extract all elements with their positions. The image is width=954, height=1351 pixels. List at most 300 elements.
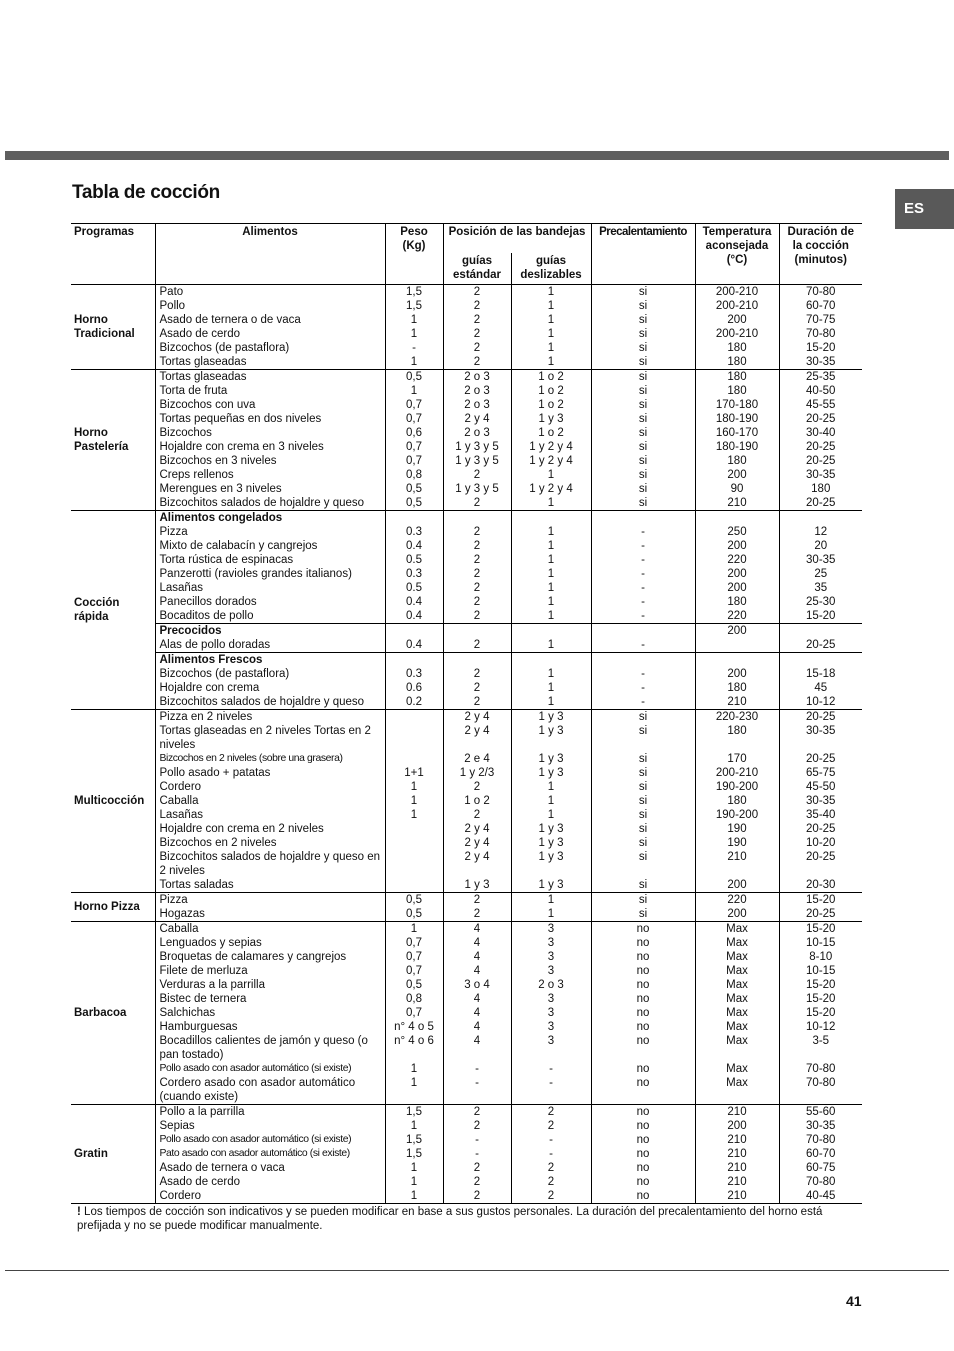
weight: [385, 710, 443, 725]
food-name: Pizza en 2 niveles: [155, 710, 385, 725]
table-row: [71, 1175, 862, 1189]
guide-sliding: 1: [511, 553, 591, 567]
preheat: no: [591, 1076, 695, 1105]
guide-standard: 2 y 4: [443, 710, 511, 725]
food-name: Bizcochos (de pastaflora): [155, 341, 385, 355]
guide-sliding: 3: [511, 950, 591, 964]
temperature: 180: [695, 454, 779, 468]
temperature: 200: [695, 624, 779, 639]
food-name: Bizcochos: [155, 426, 385, 440]
weight: 0.5: [385, 553, 443, 567]
preheat: si: [591, 285, 695, 300]
duration: 20-25: [779, 638, 862, 653]
guide-standard: 2: [443, 1161, 511, 1175]
weight: 0.4: [385, 595, 443, 609]
weight: 0,7: [385, 936, 443, 950]
table-row: [71, 724, 862, 752]
weight: -: [385, 341, 443, 355]
temperature: 190: [695, 822, 779, 836]
preheat: no: [591, 964, 695, 978]
footnote-text: Los tiempos de cocción son indicativos y se pueden modificar en base a sus gustos personales. La duración del precalentamiento del horno está prefijada y no se puede modificar manualmente.: [77, 1206, 823, 1232]
header-peso: Peso (Kg): [385, 224, 443, 285]
duration: 25-35: [779, 370, 862, 385]
temperature: 200: [695, 878, 779, 893]
temperature: 170: [695, 752, 779, 766]
preheat: si: [591, 710, 695, 725]
food-name: Asado de cerdo: [155, 1175, 385, 1189]
food-name: Bizcochos (de pastaflora): [155, 667, 385, 681]
weight: 1,5: [385, 285, 443, 300]
weight: 0,7: [385, 950, 443, 964]
temperature: 180: [695, 595, 779, 609]
temperature: 220: [695, 553, 779, 567]
duration: 60-70: [779, 299, 862, 313]
temperature: Max: [695, 992, 779, 1006]
table-row: [71, 482, 862, 496]
preheat: si: [591, 482, 695, 496]
duration: 20-25: [779, 496, 862, 511]
table-row: [71, 950, 862, 964]
guide-sliding: 3: [511, 922, 591, 937]
preheat: si: [591, 794, 695, 808]
food-name: Torta de fruta: [155, 384, 385, 398]
guide-standard: [443, 624, 511, 639]
duration: 45-50: [779, 780, 862, 794]
guide-sliding: 1: [511, 681, 591, 695]
guide-sliding: 1: [511, 609, 591, 624]
header-guias-deslizables: guías deslizables: [511, 253, 591, 285]
food-name: Pato asado con asador automático (si existe): [155, 1147, 385, 1161]
duration: 20-25: [779, 752, 862, 766]
preheat: si: [591, 313, 695, 327]
preheat: -: [591, 525, 695, 539]
weight: 1: [385, 794, 443, 808]
guide-sliding: -: [511, 1076, 591, 1105]
temperature: 180: [695, 384, 779, 398]
weight: 0,5: [385, 907, 443, 922]
guide-standard: 2: [443, 553, 511, 567]
weight: 1,5: [385, 1147, 443, 1161]
guide-sliding: 1: [511, 581, 591, 595]
duration: 15-20: [779, 609, 862, 624]
food-name: Lasañas: [155, 581, 385, 595]
guide-standard: 2 e 4: [443, 752, 511, 766]
footnote: [77, 1205, 837, 1233]
duration: 30-35: [779, 553, 862, 567]
weight: 1: [385, 313, 443, 327]
guide-standard: 2: [443, 299, 511, 313]
temperature: Max: [695, 936, 779, 950]
food-name: Sepias: [155, 1119, 385, 1133]
food-name: Pollo asado + patatas: [155, 766, 385, 780]
preheat: -: [591, 695, 695, 710]
temperature: 180: [695, 355, 779, 370]
preheat: si: [591, 384, 695, 398]
temperature: 180: [695, 370, 779, 385]
duration: 60-75: [779, 1161, 862, 1175]
duration: 180: [779, 482, 862, 496]
preheat: si: [591, 355, 695, 370]
guide-sliding: 3: [511, 1020, 591, 1034]
preheat: -: [591, 553, 695, 567]
guide-standard: -: [443, 1062, 511, 1076]
weight: [385, 752, 443, 766]
temperature: 210: [695, 1189, 779, 1204]
guide-standard: 2 o 3: [443, 426, 511, 440]
preheat: [591, 653, 695, 668]
preheat: no: [591, 1161, 695, 1175]
temperature: 210: [695, 850, 779, 878]
table-row: [71, 978, 862, 992]
duration: 10-20: [779, 836, 862, 850]
food-name: Pizza: [155, 893, 385, 908]
guide-standard: 2: [443, 468, 511, 482]
duration: 15-20: [779, 992, 862, 1006]
table-row: [71, 766, 862, 780]
table-row: [71, 992, 862, 1006]
duration: 10-12: [779, 1020, 862, 1034]
food-name: Bizcochos en 3 niveles: [155, 454, 385, 468]
program-group: [71, 285, 862, 370]
temperature: 170-180: [695, 398, 779, 412]
temperature: 200: [695, 567, 779, 581]
weight: [385, 624, 443, 639]
food-name: Bizcochitos salados de hojaldre y queso en 2 niveles: [155, 850, 385, 878]
guide-sliding: 1: [511, 780, 591, 794]
table-header: [71, 224, 862, 285]
guide-standard: 2 y 4: [443, 822, 511, 836]
temperature: 90: [695, 482, 779, 496]
temperature: 200-210: [695, 299, 779, 313]
temperature: 180: [695, 794, 779, 808]
food-name: Verduras a la parrilla: [155, 978, 385, 992]
food-name: Cordero asado con asador automático (cuando existe): [155, 1076, 385, 1105]
preheat: si: [591, 454, 695, 468]
guide-sliding: 1 o 2: [511, 426, 591, 440]
table-row: [71, 285, 862, 300]
guide-sliding: -: [511, 1133, 591, 1147]
cooking-table: [71, 223, 862, 1204]
food-name: Salchichas: [155, 1006, 385, 1020]
preheat: si: [591, 766, 695, 780]
temperature: 210: [695, 1105, 779, 1120]
header-guias-estandar: guías estándar: [443, 253, 511, 285]
duration: 20-25: [779, 907, 862, 922]
duration: 20-25: [779, 440, 862, 454]
temperature: 200: [695, 468, 779, 482]
preheat: si: [591, 341, 695, 355]
weight: [385, 511, 443, 526]
food-name: Bizcochos con uva: [155, 398, 385, 412]
preheat: no: [591, 992, 695, 1006]
weight: 0,7: [385, 440, 443, 454]
header-alimentos: Alimentos: [155, 224, 385, 285]
duration: [779, 653, 862, 668]
food-name: Asado de ternera o vaca: [155, 1161, 385, 1175]
temperature: 210: [695, 1147, 779, 1161]
duration: 12: [779, 525, 862, 539]
preheat: -: [591, 681, 695, 695]
guide-sliding: 1: [511, 313, 591, 327]
food-name: Pollo asado con asador automático (si existe): [155, 1062, 385, 1076]
weight: 0.4: [385, 539, 443, 553]
guide-standard: 2: [443, 539, 511, 553]
guide-sliding: 1: [511, 525, 591, 539]
weight: 0,8: [385, 992, 443, 1006]
temperature: 200: [695, 313, 779, 327]
table-row: [71, 525, 862, 539]
guide-standard: 2: [443, 681, 511, 695]
food-name: Hojaldre con crema en 2 niveles: [155, 822, 385, 836]
preheat: -: [591, 539, 695, 553]
temperature: Max: [695, 964, 779, 978]
table-row: [71, 878, 862, 893]
table-row: [71, 609, 862, 624]
guide-standard: 4: [443, 950, 511, 964]
table-row: [71, 412, 862, 426]
table-row: [71, 539, 862, 553]
food-name: Pollo a la parrilla: [155, 1105, 385, 1120]
guide-sliding: 1 y 3: [511, 724, 591, 752]
weight: 0,6: [385, 426, 443, 440]
program-name: Horno Tradicional: [74, 314, 135, 340]
temperature: 190-200: [695, 780, 779, 794]
guide-standard: 2: [443, 355, 511, 370]
temperature: 220: [695, 893, 779, 908]
table-row: [71, 907, 862, 922]
temperature: 200: [695, 539, 779, 553]
food-name: Hogazas: [155, 907, 385, 922]
table-row: [71, 553, 862, 567]
food-name: Caballa: [155, 922, 385, 937]
duration: 20-25: [779, 822, 862, 836]
guide-sliding: 1 y 3: [511, 878, 591, 893]
weight: 1,5: [385, 1105, 443, 1120]
table-row: [71, 1006, 862, 1020]
duration: 65-75: [779, 766, 862, 780]
weight: 0.6: [385, 681, 443, 695]
language-tab: ES: [895, 189, 954, 229]
guide-standard: 2: [443, 341, 511, 355]
weight: 0.4: [385, 609, 443, 624]
guide-standard: 2: [443, 638, 511, 653]
guide-sliding: 1: [511, 567, 591, 581]
guide-sliding: 2: [511, 1105, 591, 1120]
table-row: [71, 1161, 862, 1175]
temperature: 200: [695, 907, 779, 922]
guide-standard: 2: [443, 1175, 511, 1189]
table-row: [71, 496, 862, 511]
guide-sliding: 1: [511, 468, 591, 482]
weight: 0,7: [385, 398, 443, 412]
guide-sliding: [511, 624, 591, 639]
food-name: Panecillos dorados: [155, 595, 385, 609]
temperature: 210: [695, 1175, 779, 1189]
guide-standard: [443, 653, 511, 668]
duration: 30-40: [779, 426, 862, 440]
header-programas: Programas: [74, 226, 135, 238]
guide-sliding: 2 o 3: [511, 978, 591, 992]
preheat: si: [591, 893, 695, 908]
food-name: Lasañas: [155, 808, 385, 822]
weight: 1: [385, 1062, 443, 1076]
duration: 20-25: [779, 850, 862, 878]
table-row: [71, 794, 862, 808]
footnote-mark: !: [77, 1206, 81, 1218]
food-name: Asado de ternera o de vaca: [155, 313, 385, 327]
weight: 0,8: [385, 468, 443, 482]
guide-sliding: 1: [511, 355, 591, 370]
weight: 0,7: [385, 454, 443, 468]
duration: 15-18: [779, 667, 862, 681]
preheat: no: [591, 1175, 695, 1189]
duration: 15-20: [779, 1006, 862, 1020]
preheat: no: [591, 1189, 695, 1204]
food-name: Filete de merluza: [155, 964, 385, 978]
duration: 45: [779, 681, 862, 695]
temperature: 200-210: [695, 285, 779, 300]
duration: [779, 511, 862, 526]
weight: 0,5: [385, 893, 443, 908]
weight: 1: [385, 384, 443, 398]
table-row: [71, 964, 862, 978]
weight: 0,7: [385, 1006, 443, 1020]
guide-sliding: 1 y 3: [511, 412, 591, 426]
guide-sliding: 1: [511, 595, 591, 609]
guide-standard: 2: [443, 525, 511, 539]
temperature: 210: [695, 695, 779, 710]
table-row: [71, 581, 862, 595]
preheat: si: [591, 370, 695, 385]
program-name: Multicocción: [74, 795, 145, 807]
guide-standard: 2 o 3: [443, 398, 511, 412]
duration: 30-35: [779, 794, 862, 808]
preheat: [591, 624, 695, 639]
table-row: [71, 1189, 862, 1204]
food-name: Alas de pollo doradas: [155, 638, 385, 653]
guide-sliding: 1: [511, 667, 591, 681]
weight: 1+1: [385, 766, 443, 780]
temperature: Max: [695, 1062, 779, 1076]
guide-sliding: 1 y 3: [511, 822, 591, 836]
guide-sliding: 1: [511, 299, 591, 313]
guide-sliding: 2: [511, 1175, 591, 1189]
food-name: Merengues en 3 niveles: [155, 482, 385, 496]
food-name: Tortas saladas: [155, 878, 385, 893]
food-name: Bistec de ternera: [155, 992, 385, 1006]
table-row: [71, 653, 862, 668]
guide-sliding: 1 o 2: [511, 384, 591, 398]
table-row: [71, 936, 862, 950]
weight: [385, 850, 443, 878]
food-name: Panzerotti (ravioles grandes italianos): [155, 567, 385, 581]
weight: 1: [385, 1076, 443, 1105]
guide-standard: 2 o 3: [443, 370, 511, 385]
guide-standard: 2 y 4: [443, 836, 511, 850]
duration: 30-35: [779, 468, 862, 482]
guide-sliding: 1: [511, 341, 591, 355]
guide-standard: 4: [443, 1006, 511, 1020]
temperature: 250: [695, 525, 779, 539]
guide-standard: 2: [443, 285, 511, 300]
weight: [385, 878, 443, 893]
guide-standard: 2: [443, 313, 511, 327]
guide-sliding: 1 y 2 y 4: [511, 440, 591, 454]
table-row: [71, 710, 862, 725]
preheat: no: [591, 1147, 695, 1161]
food-name: Alimentos Frescos: [155, 653, 385, 668]
temperature: 220-230: [695, 710, 779, 725]
page-number: 41: [846, 1293, 862, 1309]
food-name: Bizcochitos salados de hojaldre y queso: [155, 695, 385, 710]
guide-sliding: 1 y 3: [511, 766, 591, 780]
guide-sliding: 1 o 2: [511, 370, 591, 385]
preheat: si: [591, 878, 695, 893]
table-row: [71, 822, 862, 836]
temperature: 180: [695, 341, 779, 355]
guide-sliding: 1: [511, 808, 591, 822]
guide-sliding: 1 y 2 y 4: [511, 454, 591, 468]
table-row: [71, 1034, 862, 1062]
food-name: Bocaditos de pollo: [155, 609, 385, 624]
guide-standard: 2: [443, 907, 511, 922]
table-row: [71, 780, 862, 794]
guide-standard: 2: [443, 1189, 511, 1204]
duration: 20-25: [779, 710, 862, 725]
duration: 15-20: [779, 978, 862, 992]
guide-standard: 2: [443, 667, 511, 681]
preheat: no: [591, 978, 695, 992]
guide-sliding: 3: [511, 936, 591, 950]
preheat: no: [591, 1119, 695, 1133]
temperature: 200: [695, 581, 779, 595]
duration: 20: [779, 539, 862, 553]
guide-sliding: 1: [511, 638, 591, 653]
food-name: Cordero: [155, 1189, 385, 1204]
program-name: Cocción rápida: [74, 597, 120, 623]
program-name: Barbacoa: [74, 1007, 127, 1019]
food-name: Broquetas de calamares y cangrejos: [155, 950, 385, 964]
food-name: Asado de cerdo: [155, 327, 385, 341]
guide-standard: 2 y 4: [443, 412, 511, 426]
guide-standard: -: [443, 1076, 511, 1105]
weight: 1,5: [385, 299, 443, 313]
preheat: no: [591, 950, 695, 964]
preheat: si: [591, 468, 695, 482]
table-row: [71, 1020, 862, 1034]
guide-sliding: 1 o 2: [511, 398, 591, 412]
guide-standard: 2: [443, 595, 511, 609]
guide-sliding: 3: [511, 1006, 591, 1020]
header-temperatura: Temperatura aconsejada (°C): [695, 224, 779, 285]
guide-sliding: -: [511, 1062, 591, 1076]
preheat: -: [591, 595, 695, 609]
program-name: Gratin: [74, 1148, 108, 1160]
preheat: si: [591, 398, 695, 412]
temperature: Max: [695, 1034, 779, 1062]
guide-standard: 2: [443, 609, 511, 624]
guide-standard: 2 o 3: [443, 384, 511, 398]
temperature: 180-190: [695, 412, 779, 426]
guide-standard: 4: [443, 992, 511, 1006]
temperature: 210: [695, 1133, 779, 1147]
preheat: -: [591, 667, 695, 681]
guide-standard: 4: [443, 1020, 511, 1034]
preheat: si: [591, 752, 695, 766]
table-row: [71, 850, 862, 878]
table-row: [71, 398, 862, 412]
temperature: [695, 638, 779, 653]
